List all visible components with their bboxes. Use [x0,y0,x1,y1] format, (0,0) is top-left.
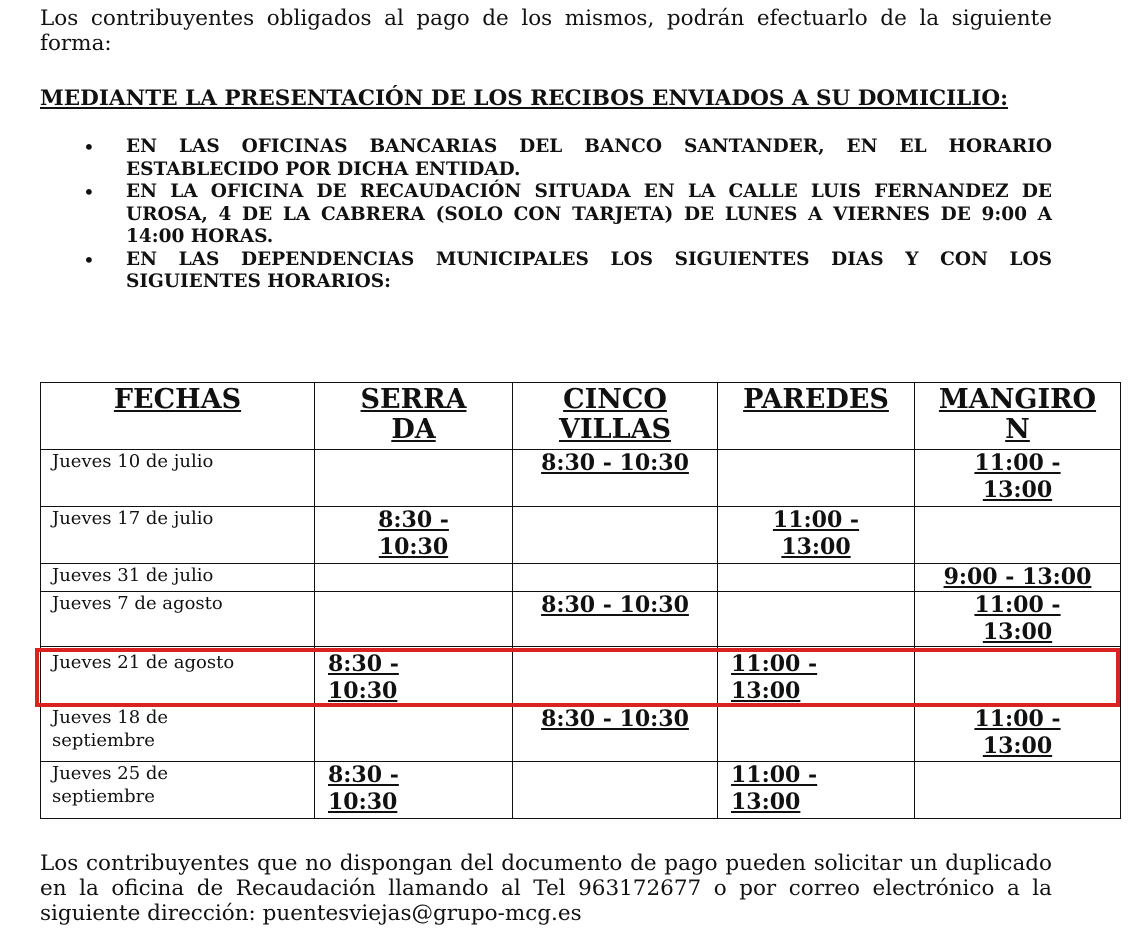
bullet-icon: • [83,180,95,204]
serrada-cell: 8:30 - 10:30 [315,647,513,706]
mangiron-cell: 11:00 - 13:00 [915,706,1121,762]
table-row-highlighted [41,647,1121,706]
cinco-villas-cell: 8:30 - 10:30 [513,706,718,762]
payment-options-list [40,136,1052,294]
paredes-cell: 11:00 - 13:00 [718,647,915,706]
cinco-villas-cell [513,647,718,706]
header-mangiron: MANGIRO N [915,383,1121,450]
document-body [40,6,1052,294]
bullet-item-bank [40,136,1052,181]
cinco-villas-cell [513,564,718,592]
table-row [41,592,1121,647]
paredes-cell: 11:00 - 13:00 [718,507,915,564]
intro-paragraph: Los contribuyentes obligados al pago de los mismos, podrán efectuarlo de la siguiente forma: [40,6,1052,56]
bullet-icon: • [83,135,95,159]
section-heading: MEDIANTE LA PRESENTACIÓN DE LOS RECIBOS ENVIADOS A SU DOMICILIO: [40,86,1009,111]
header-cinco-villas: CINCO VILLAS [513,383,718,450]
table-row [41,507,1121,564]
bullet-item-municipal [40,249,1052,294]
mangiron-cell: 9:00 - 13:00 [915,564,1121,592]
paredes-cell [718,706,915,762]
mangiron-cell [915,647,1121,706]
bullet-text: EN LAS OFICINAS BANCARIAS DEL BANCO SANTANDER, EN EL HORARIO ESTABLECIDO POR DICHA ENTIDAD. [126,136,1052,180]
bullet-item-collection-office [40,181,1052,249]
serrada-cell [315,706,513,762]
cinco-villas-cell [513,762,718,819]
date-cell: Jueves 10 de julio [41,450,315,507]
date-cell: Jueves 17 de julio [41,507,315,564]
serrada-cell [315,564,513,592]
cinco-villas-cell [513,507,718,564]
paredes-cell [718,450,915,507]
serrada-cell [315,592,513,647]
date-cell: Jueves 25 de septiembre [41,762,315,819]
mangiron-cell: 11:00 - 13:00 [915,450,1121,507]
header-fechas: FECHAS [41,383,315,450]
date-cell: Jueves 21 de agosto [41,647,315,706]
mangiron-cell [915,507,1121,564]
schedule-table [40,382,1121,819]
table-row [41,450,1121,507]
table-row [41,762,1121,819]
bullet-text: EN LA OFICINA DE RECAUDACIÓN SITUADA EN LA CALLE LUIS FERNANDEZ DE UROSA, 4 DE LA CABRERA (SOLO CON TARJETA) DE LUNES A VIERNES DE 9:00 A 14:00 HORAS. [126,181,1052,247]
header-paredes: PAREDES [718,383,915,450]
serrada-cell: 8:30 - 10:30 [315,762,513,819]
mangiron-cell [915,762,1121,819]
date-cell: Jueves 31 de julio [41,564,315,592]
paredes-cell [718,592,915,647]
footer-paragraph: Los contribuyentes que no dispongan del documento de pago pueden solicitar un duplicado en la oficina de Recaudación llamando al Tel 963172677 o por correo electrónico a la siguiente dirección: puentesviejas@grupo-mcg.es [40,851,1052,926]
date-cell: Jueves 18 de septiembre [41,706,315,762]
table-row [41,564,1121,592]
serrada-cell [315,450,513,507]
header-serrada: SERRA DA [315,383,513,450]
bullet-icon: • [83,247,95,272]
table-header-row [41,383,1121,450]
date-cell: Jueves 7 de agosto [41,592,315,647]
mangiron-cell: 11:00 - 13:00 [915,592,1121,647]
bullet-text: EN LAS DEPENDENCIAS MUNICIPALES LOS SIGUIENTES DIAS Y CON LOS SIGUIENTES HORARIOS: [126,248,1052,292]
serrada-cell: 8:30 - 10:30 [315,507,513,564]
table-row [41,706,1121,762]
cinco-villas-cell: 8:30 - 10:30 [513,450,718,507]
paredes-cell: 11:00 - 13:00 [718,762,915,819]
paredes-cell [718,564,915,592]
cinco-villas-cell: 8:30 - 10:30 [513,592,718,647]
